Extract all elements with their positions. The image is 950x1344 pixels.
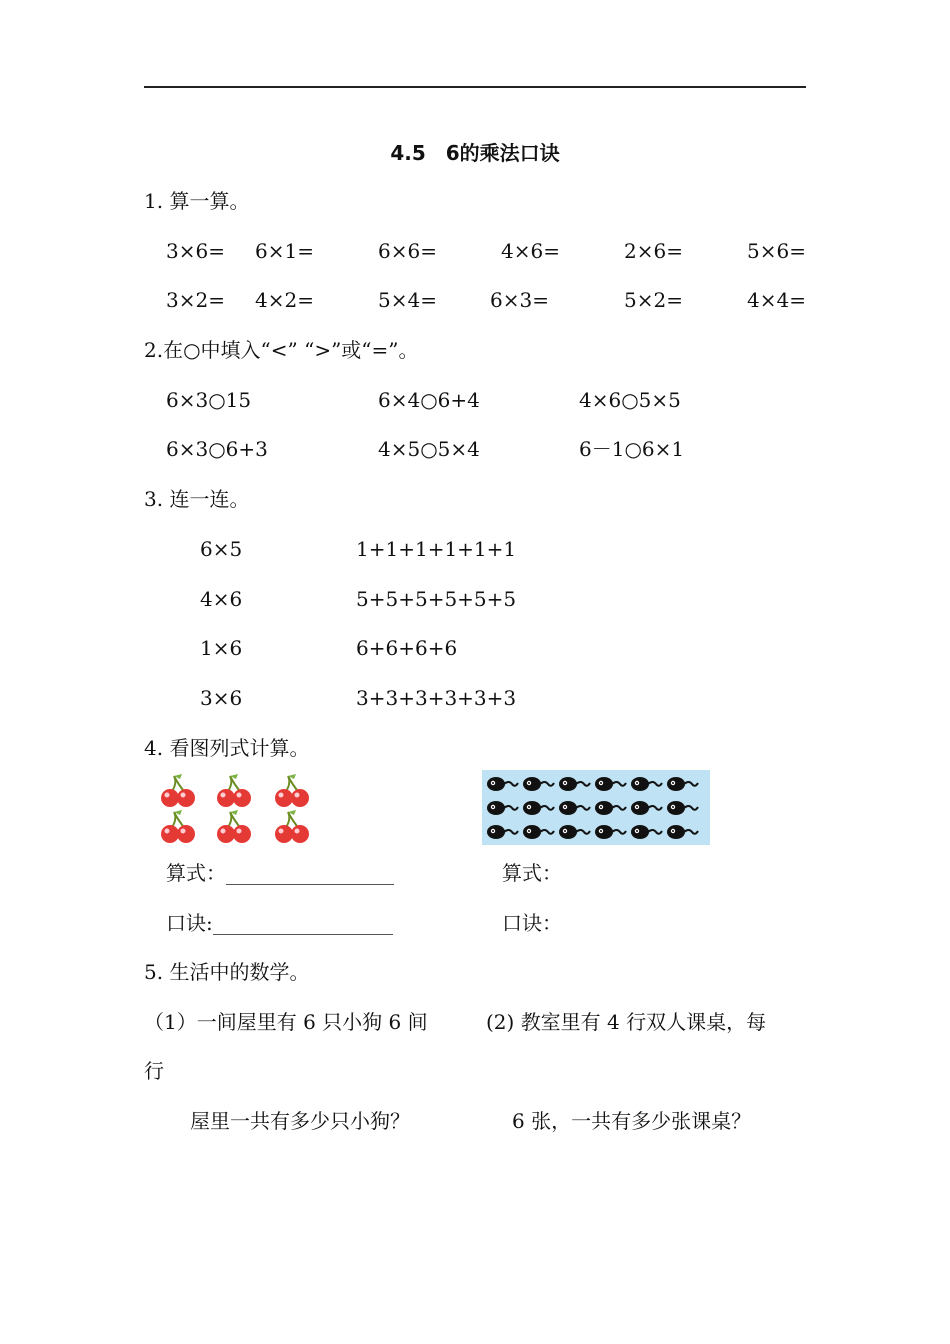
q3-left-item: 1×6 [200,636,243,660]
q5-problem1-line2: 屋里一共有多少只小狗？ [190,1109,410,1133]
q4-formula-row-left [166,861,394,885]
page-title: 4.5 6的乘法口诀 [390,141,560,165]
q1-item: 3×2= [166,288,225,312]
q2-item: 6×3○6+3 [166,437,268,461]
q4-rhyme-label-right: 口诀： [502,911,562,935]
q1-item: 4×4= [747,288,806,312]
q3-right-item: 5+5+5+5+5+5 [356,587,517,611]
q5-heading: 5. 生活中的数学。 [144,960,310,984]
q2-item: 4×6○5×5 [579,388,681,412]
cherry-pair [275,774,309,807]
rhyme-label: 口诀: [166,911,213,935]
cherries-picture [158,770,318,846]
q2-heading: 2.在○中填入“<” “>”或“=”。 [144,338,419,362]
q5-problem1-line1: （1）一间屋里有 6 只小狗 6 间 [144,1010,428,1034]
q5-problem2-line2: 6 张，一共有多少张课桌？ [512,1109,752,1133]
cherry-pair [217,810,251,843]
header-rule [144,86,806,88]
q1-heading: 1. 算一算。 [144,189,250,213]
q5-problem2-line1: (2) 教室里有 4 行双人课桌，每 [486,1010,767,1034]
rhyme-answer-line[interactable] [213,916,393,935]
formula-label: 算式： [166,861,226,885]
cherry-pair [161,774,195,807]
tadpoles-picture [482,770,710,845]
q2-item: 6×3○15 [166,388,252,412]
q3-right-item: 6+6+6+6 [356,636,458,660]
q2-item: 6×4○6+4 [378,388,480,412]
cherry-pair [161,810,195,843]
q4-formula-label-right: 算式： [502,861,562,885]
cherry-pair [217,774,251,807]
q1-item: 3×6= [166,239,225,263]
q3-heading: 3. 连一连。 [144,487,250,511]
q1-item: 4×6= [501,239,560,263]
q4-heading: 4. 看图列式计算。 [144,736,310,760]
formula-answer-line[interactable] [226,866,394,885]
q3-right-item: 1+1+1+1+1+1 [356,537,517,561]
q1-item: 6×6= [378,239,437,263]
q4-rhyme-row-left [166,911,393,935]
q2-item: 6－1○6×1 [579,437,685,461]
q1-item: 2×6= [624,239,683,263]
q1-item: 6×1= [255,239,314,263]
q2-item: 4×5○5×4 [378,437,480,461]
q3-left-item: 6×5 [200,537,243,561]
q3-left-item: 3×6 [200,686,243,710]
q1-item: 4×2= [255,288,314,312]
q1-item: 6×3= [490,288,549,312]
cherry-pair [275,810,309,843]
q1-item: 5×2= [624,288,683,312]
q5-wrap-text: 行 [144,1059,164,1083]
q3-left-item: 4×6 [200,587,243,611]
q1-item: 5×4= [378,288,437,312]
q3-right-item: 3+3+3+3+3+3 [356,686,517,710]
q1-item: 5×6= [747,239,806,263]
